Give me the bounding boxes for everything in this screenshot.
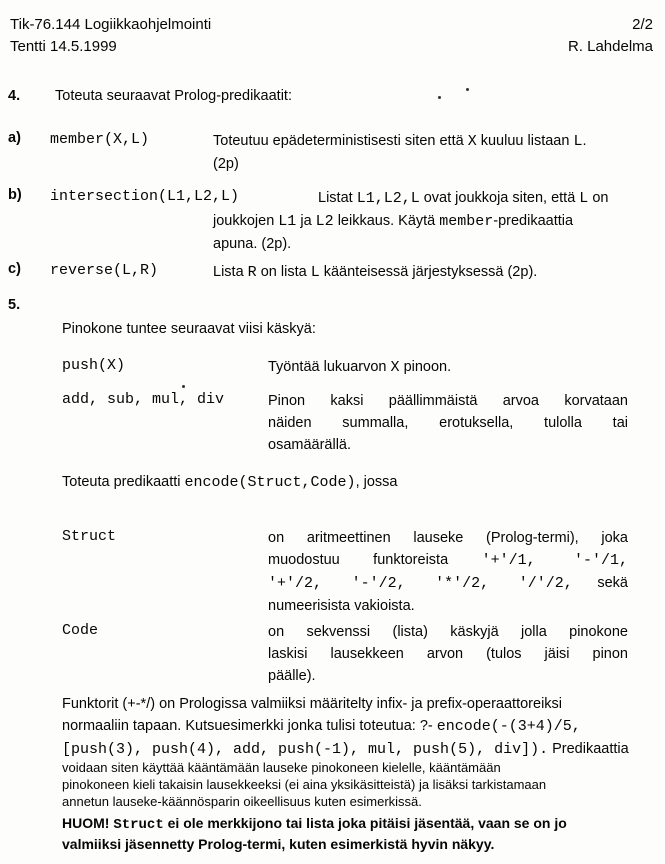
text-line	[62, 693, 654, 715]
item-c-description	[213, 261, 653, 284]
text-line	[268, 595, 628, 617]
text-line	[62, 814, 654, 835]
text-run: laskisi lausekkeen arvon (tulos jäisi pinon	[268, 646, 628, 662]
text-run: on lista	[256, 264, 311, 280]
code-text: '+'/1, '-'/1,	[481, 552, 628, 569]
code-term-label: Code	[62, 622, 99, 639]
text-run: osamäärällä.	[268, 437, 352, 453]
text-run: normaaliin tapaan. Kutsuesimerkki jonka tulisi toteutua: ?-	[62, 718, 437, 734]
code-text: member	[439, 213, 494, 230]
text-run: HUOM!	[62, 815, 114, 831]
code-text: X	[390, 359, 400, 376]
code-text: R	[247, 264, 257, 281]
command-arithmetic	[62, 390, 632, 456]
text-line	[268, 356, 628, 379]
text-line	[213, 210, 653, 233]
item-b-predicate: intersection(L1,L2,L)	[50, 188, 240, 205]
item-a-predicate: member(X,L)	[50, 131, 150, 148]
text-run: käänteisessä järjestyksessä (2p).	[319, 264, 538, 280]
huom-note	[62, 814, 654, 854]
text-run: voidaan siten käyttää kääntämään lauseke pinokoneen kielelle, kääntämään	[62, 760, 501, 775]
text-run: Lista	[213, 264, 248, 280]
lecturer-name: R. Lahdelma	[567, 38, 653, 55]
code-text: L1,L2,L	[356, 190, 420, 207]
text-run: Listat	[318, 190, 357, 206]
text-line	[268, 621, 628, 643]
text-line	[213, 153, 653, 175]
text-line	[268, 572, 628, 595]
item-b-marker: b)	[8, 187, 22, 203]
code-text: Struct	[113, 817, 164, 833]
text-run: näiden summalla, erotuksella, tulolla tai	[268, 415, 628, 431]
code-text: encode(-(3+4)/5,	[436, 718, 581, 735]
text-run: on sekvenssi (lista) käskyjä jolla pinokone	[268, 624, 628, 640]
course-title: Tik-76.144 Logiikkaohjelmointi	[10, 16, 212, 33]
page-number: 2/2	[632, 16, 653, 33]
struct-term-label: Struct	[62, 528, 117, 545]
code-term-description	[268, 621, 628, 687]
text-run: ovat joukkoja siten, että	[419, 190, 580, 206]
text-run: leikkaus. Käytä	[333, 213, 440, 229]
page-header	[10, 14, 653, 58]
text-line	[268, 549, 628, 572]
text-run: kuuluu listaan	[476, 133, 574, 149]
arithmetic-commands: add, sub, mul, div	[62, 391, 225, 408]
text-run: ja	[296, 213, 316, 229]
header-left	[10, 14, 211, 58]
text-run: apuna. (2p).	[213, 236, 292, 252]
text-run: päälle).	[268, 668, 316, 684]
text-line	[268, 643, 628, 665]
code-text: L	[579, 190, 589, 207]
text-run: pinoon.	[399, 359, 452, 375]
arithmetic-description	[268, 390, 628, 456]
text-run: sekä	[572, 575, 628, 591]
text-run: joukkojen	[213, 213, 279, 229]
text-run: annetun lauseke-käännösparin oikeellisuus kuten esimerkissä.	[62, 794, 422, 809]
code-text: L	[573, 133, 583, 150]
code-text: X	[467, 133, 477, 150]
question-4-number: 4.	[8, 88, 21, 104]
code-text: L2	[315, 213, 334, 230]
text-line	[62, 738, 654, 761]
push-command: push(X)	[62, 357, 126, 374]
item-a-marker: a)	[8, 130, 21, 146]
text-run: Toteuta predikaatti	[62, 474, 185, 490]
encode-task-sentence	[62, 471, 397, 494]
code-text: encode(Struct,Code)	[184, 474, 356, 491]
question-5-number: 5.	[8, 297, 21, 313]
text-run: , jossa	[355, 474, 398, 490]
item-c-marker: c)	[8, 261, 21, 277]
text-line	[268, 665, 628, 687]
text-line	[268, 434, 628, 456]
text-run: Toteutuu epädeterministisesti siten että	[213, 133, 468, 149]
text-line	[213, 130, 653, 153]
text-run: ei ole merkkijono tai lista joka pitäisi jäsentää, vaan se on jo	[163, 815, 567, 831]
text-run: on	[588, 190, 609, 206]
text-line	[268, 390, 628, 412]
exam-date: Tentti 14.5.1999	[10, 38, 117, 55]
text-line	[62, 715, 654, 738]
question-5-intro: Pinokone tuntee seuraavat viisi käskyä:	[62, 321, 316, 337]
code-text: L1	[278, 213, 297, 230]
text-run: numeerisista vakioista.	[268, 598, 415, 614]
text-run: pinokoneen kieli takaisin lausekkeeksi (ei aina yksikäsitteistä) ja lisäksi tarkistamaan	[62, 777, 547, 792]
scan-speck	[438, 96, 441, 99]
text-line	[213, 233, 653, 255]
question-4-item-a	[8, 130, 658, 175]
code-text: L	[310, 264, 320, 281]
scan-speck	[182, 385, 185, 388]
text-run: (2p)	[213, 156, 239, 172]
text-run: .	[582, 133, 587, 149]
command-push	[62, 356, 632, 379]
text-run: Predikaattia	[548, 741, 629, 757]
text-run: -predikaattia	[493, 213, 574, 229]
text-line	[268, 527, 628, 549]
question-4-item-b	[8, 187, 658, 255]
text-line	[213, 187, 653, 210]
text-run: Työntää lukuarvon	[268, 359, 391, 375]
item-b-description	[213, 187, 653, 255]
text-line	[62, 776, 654, 793]
text-line	[213, 261, 653, 284]
text-line	[62, 759, 654, 776]
question-4-heading	[8, 88, 292, 104]
code-text: [push(3), push(4), add, push(-1), mul, push(5), div]).	[62, 741, 549, 758]
struct-term-description	[268, 527, 628, 617]
text-line	[268, 412, 628, 434]
text-run: on aritmeettinen lauseke (Prolog-termi), joka	[268, 530, 628, 546]
term-code	[62, 621, 632, 687]
push-description	[268, 356, 628, 379]
text-run: valmiiksi jäsennetty Prolog-termi, kuten esimerkistä hyvin näkyy.	[62, 836, 495, 852]
header-right	[568, 14, 653, 58]
scan-speck	[466, 88, 469, 91]
text-run: Funktorit (+-*/) on Prologissa valmiiksi määritelty infix- ja prefix-operaattoreiksi	[62, 696, 563, 712]
question-4-intro: Toteuta seuraavat Prolog-predikaatit:	[55, 88, 292, 104]
item-a-description	[213, 130, 653, 175]
text-line	[62, 793, 654, 810]
text-run: Pinon kaksi päällimmäistä arvoa korvataan	[268, 393, 628, 409]
text-line	[62, 835, 654, 854]
functors-paragraph-small	[62, 759, 654, 810]
item-c-predicate: reverse(L,R)	[50, 262, 159, 279]
term-struct	[62, 527, 632, 617]
code-text: '+'/2, '-'/2, '*'/2, '/'/2,	[268, 575, 573, 592]
text-run: muodostuu funktoreista	[268, 552, 482, 568]
functors-paragraph	[62, 693, 654, 761]
question-4-item-c	[8, 261, 658, 284]
